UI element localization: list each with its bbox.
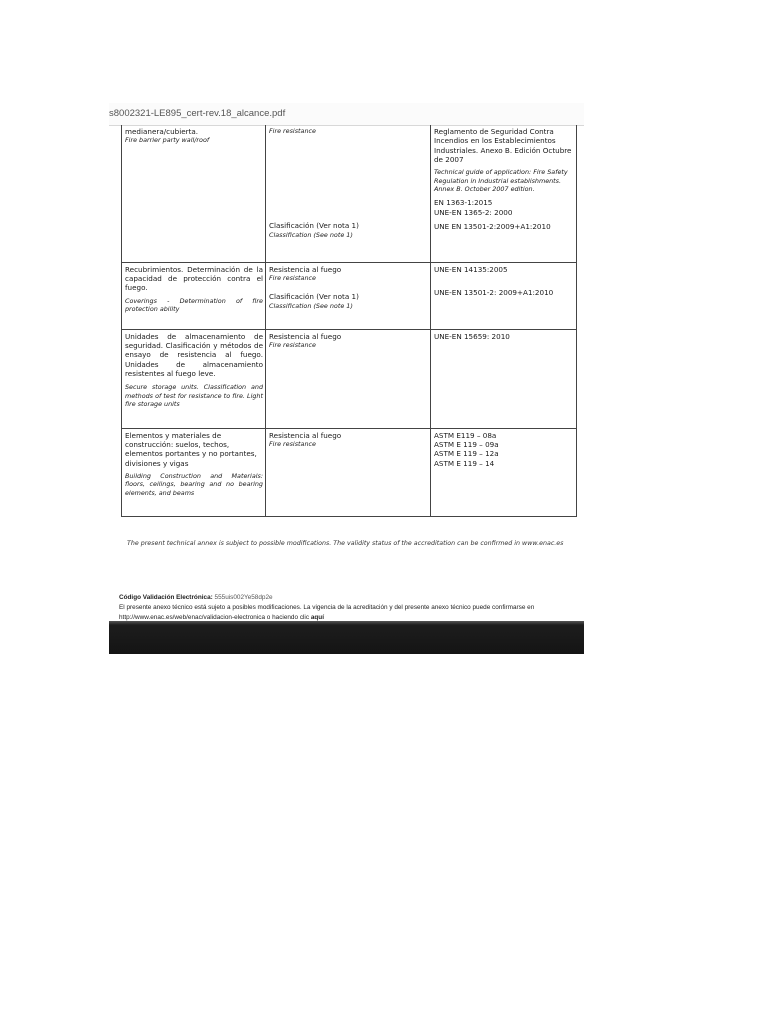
product-cell — [122, 329, 266, 428]
pdf-filename[interactable]: s8002321-LE895_cert-rev.18_alcance.pdf — [109, 108, 286, 119]
document-screenshot — [109, 103, 584, 654]
test-cell — [266, 262, 431, 329]
standard-ref: ASTM E 119 – 14 — [434, 458, 495, 468]
standard-ref: UNE-EN 14135:2005 — [434, 264, 508, 274]
table-row — [122, 329, 577, 428]
test-en: Fire resistance — [269, 340, 316, 349]
scope-table — [121, 125, 577, 517]
product-es: Unidades de almacenamiento de seguridad. Clasificación y métodos de ensayo de resistencia al fuego. Unidades de almacenamiento resistentes al fuego leve. — [125, 331, 263, 378]
test-es: Clasificación (Ver nota 1) — [269, 221, 359, 231]
test-en: Fire resistance — [269, 273, 316, 282]
product-es: medianera/cubierta. — [125, 127, 199, 136]
validation-block — [119, 593, 579, 623]
product-cell — [122, 125, 266, 262]
standard-ref: UNE-EN 1365-2: 2000 — [434, 207, 513, 217]
product-es: Recubrimientos. Determinación de la capacidad de protección contra el fuego. — [125, 264, 263, 293]
standard-cell — [431, 125, 577, 262]
validation-link[interactable]: aquí — [310, 613, 324, 621]
standard-en: Technical guide of application: Fire Safety Regulation in Industrial establishments. Annex B. October 2007 edition. — [434, 168, 568, 194]
test-es: Resistencia al fuego — [269, 264, 342, 274]
annex-note-en: The present technical annex is subject to possible modifications. The validity status of the accreditation can be confirmed in www.enac.es — [127, 540, 564, 547]
validation-text-2: http://www.enac.es/web/enac/validacion-electronica o haciendo clic — [119, 613, 310, 621]
standard-ref: UNE-EN 15659: 2010 — [434, 331, 510, 341]
product-en: Building Construction and Materials: floors, ceilings, bearing and no bearing elements, and beams — [125, 471, 263, 497]
standard-ref: ASTM E 119 – 09a — [434, 439, 499, 449]
product-cell — [122, 262, 266, 329]
table-row — [122, 262, 577, 329]
test-cell — [266, 428, 431, 516]
product-en: Fire barrier party wall/roof — [125, 136, 210, 145]
test-es: Resistencia al fuego — [269, 331, 342, 341]
test-en: Classification (See note 1) — [269, 301, 353, 310]
test-es: Resistencia al fuego — [269, 430, 342, 440]
standard-ref: UNE EN 13501-2:2009+A1:2010 — [434, 222, 551, 232]
validation-code: 555uis002Ye58dp2e — [214, 594, 273, 601]
standard-cell — [431, 262, 577, 329]
test-en: Fire resistance — [269, 439, 316, 448]
standard-ref: ASTM E119 – 08a — [434, 430, 497, 440]
standard-cell — [431, 428, 577, 516]
test-cell — [266, 329, 431, 428]
product-es: Elementos y materiales de construcción: suelos, techos, elementos portantes y no portantes, divisiones y vigas — [125, 430, 257, 468]
test-en: Classification (See note 1) — [269, 230, 353, 239]
standard-cell — [431, 329, 577, 428]
standard-ref: EN 1363-1:2015 — [434, 198, 493, 208]
product-en: Coverings - Determination of fire protection ability — [125, 296, 263, 313]
test-cell — [266, 125, 431, 262]
standard-es: Reglamento de Seguridad Contra Incendios en los Establecimientos Industriales. Anexo B. Edición Octubre de 2007 — [434, 127, 572, 165]
standard-ref: UNE-EN 13501-2: 2009+A1:2010 — [434, 287, 554, 297]
test-en: Fire resistance — [269, 127, 316, 135]
table-row — [122, 428, 577, 516]
table-row — [122, 125, 577, 262]
pdf-tab-bar — [109, 103, 584, 126]
validation-label: Código Validación Electrónica: — [119, 594, 213, 601]
product-cell — [122, 428, 266, 516]
test-es: Clasificación (Ver nota 1) — [269, 292, 359, 302]
viewer-dark-bar — [109, 621, 584, 654]
validation-text-1: El presente anexo técnico está sujeto a posibles modificaciones. La vigencia de la acreditación y del presente anexo técnico puede confirmarse en — [119, 603, 535, 611]
validation-code-line — [119, 593, 579, 603]
standard-ref: ASTM E 119 – 12a — [434, 449, 499, 459]
product-en: Secure storage units. Classification and methods of test for resistance to fire. Light fire storage units — [125, 383, 263, 408]
